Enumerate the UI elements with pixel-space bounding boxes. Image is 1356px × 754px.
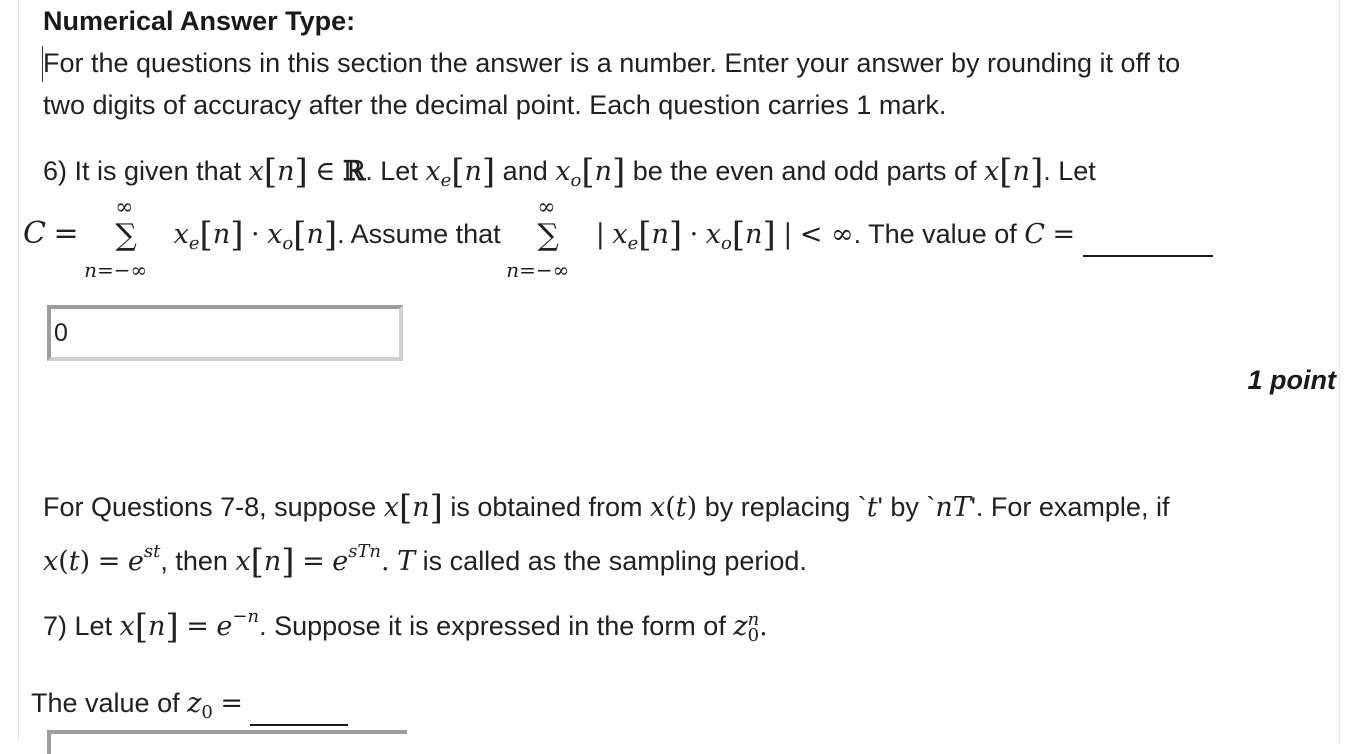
answer-blank	[1083, 213, 1213, 257]
question-7-answer-input[interactable]	[47, 730, 407, 754]
section-instructions: For the questions in this section the answer is a number. Enter your answer by rounding it off to two digits of accuracy after the decimal point. Each question carries 1 mark.	[43, 48, 1181, 120]
question-6-formula: C = ∞ ∑ n=−∞ $x_e[n] \cdot x_o[n]$. Assume that ∞ ∑ n=−∞ | $x_e[n] \cdot x_o[n]$ | < ∞. The value of C =	[23, 213, 1213, 265]
question-6-answer-input[interactable]: 0	[47, 305, 403, 361]
question-number: 7)	[43, 611, 68, 641]
question-6-points: 1 point	[1247, 365, 1336, 395]
summation-symbol: ∞ ∑ n=−∞	[506, 194, 570, 282]
question-7-value-prompt: The value of $z_0$ =	[31, 682, 348, 734]
question-6-statement: 6) It is given that x[n] ∈ ℝ. Let $x_e[n]$ and $x_o[n]$ be the even and odd parts of x[n]. Let	[43, 152, 1096, 192]
questions-7-8-intro: For Questions 7-8, suppose x[n] is obtained from x(t) by replacing `t' by `nT'. For example, if $x(t) = e^{st}$, then $x[n] = e^{sTn}$. T is called as the sampling period.	[43, 488, 1170, 582]
section-heading: Numerical Answer Type:	[43, 6, 356, 36]
summation-symbol: ∞ ∑ n=−∞	[84, 194, 148, 282]
question-7-statement: 7) Let $x[n] = e^{-n}$. Suppose it is expressed in the form of z n 0 .	[43, 606, 768, 647]
answer-blank	[250, 682, 348, 726]
question-number: 6)	[43, 156, 68, 186]
